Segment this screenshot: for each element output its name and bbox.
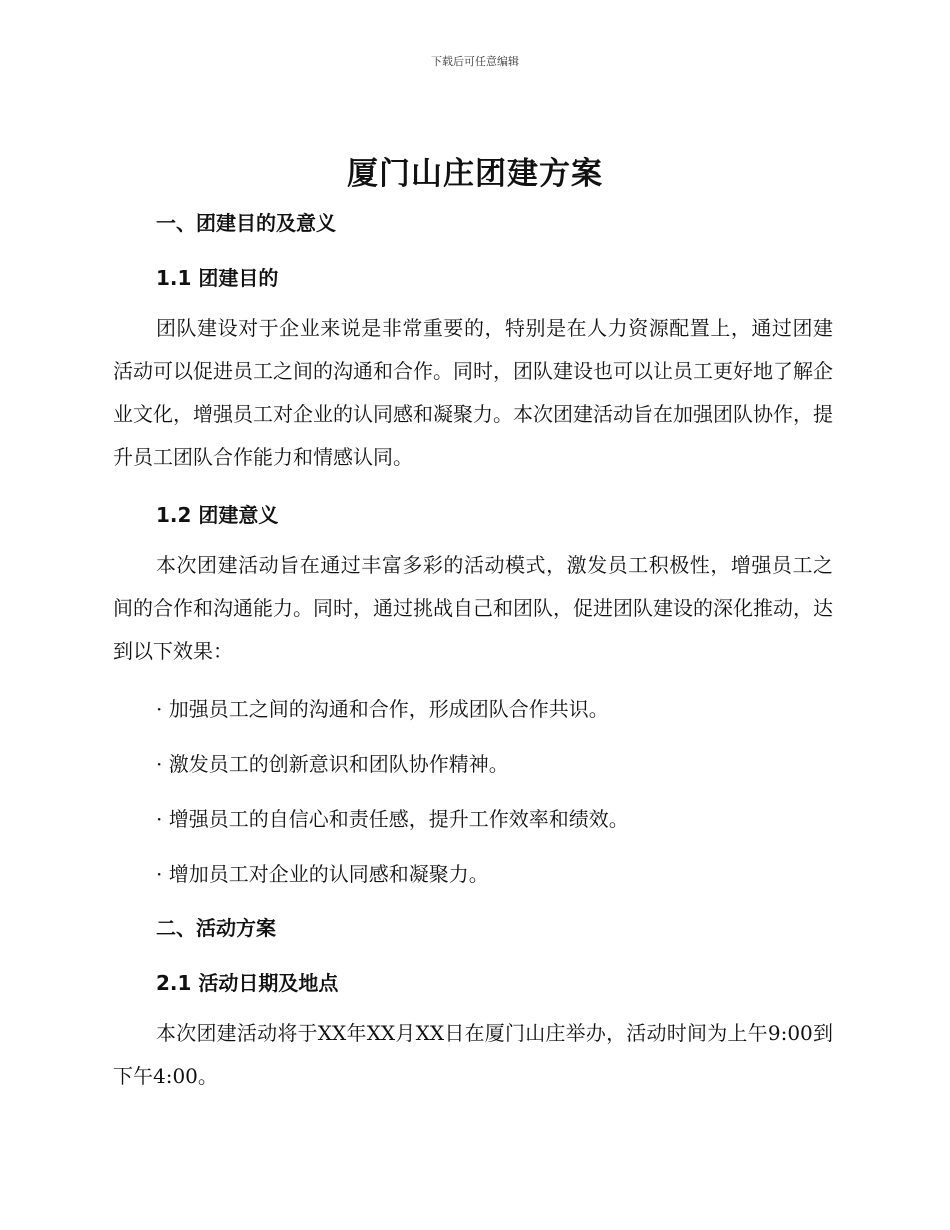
subsection-heading-1-2: 1.2 团建意义 bbox=[156, 503, 279, 527]
paragraph-1-2: 本次团建活动旨在通过丰富多彩的活动模式，激发员工积极性，增强员工之间的合作和沟通能力。同时，通过挑战自己和团队，促进团队建设的深化推动，达到以下效果： bbox=[113, 553, 833, 663]
bullet-item: · 增强员工的自信心和责任感，提升工作效率和绩效。 bbox=[156, 807, 629, 831]
document-title: 厦门山庄团建方案 bbox=[347, 156, 603, 192]
paragraph-2-1: 本次团建活动将于XX年XX月XX日在厦门山庄举办，活动时间为上午9:00到下午4:00。 bbox=[113, 1021, 833, 1088]
page-header: 下载后可任意编辑 bbox=[431, 55, 519, 68]
subsection-heading-2-1: 2.1 活动日期及地点 bbox=[156, 971, 339, 995]
section-heading-2: 二、活动方案 bbox=[156, 916, 276, 940]
bullet-item: · 激发员工的创新意识和团队协作精神。 bbox=[156, 752, 509, 776]
subsection-heading-1-1: 1.1 团建目的 bbox=[156, 266, 279, 290]
section-heading-1: 一、团建目的及意义 bbox=[156, 211, 336, 235]
bullet-item: · 增加员工对企业的认同感和凝聚力。 bbox=[156, 862, 489, 886]
bullet-item: · 加强员工之间的沟通和合作，形成团队合作共识。 bbox=[156, 697, 609, 721]
paragraph-1-1: 团队建设对于企业来说是非常重要的，特别是在人力资源配置上，通过团建活动可以促进员工之间的沟通和合作。同时，团队建设也可以让员工更好地了解企业文化，增强员工对企业的认同感和凝聚力。本次团建活动旨在加强团队协作，提升员工团队合作能力和情感认同。 bbox=[113, 316, 833, 469]
